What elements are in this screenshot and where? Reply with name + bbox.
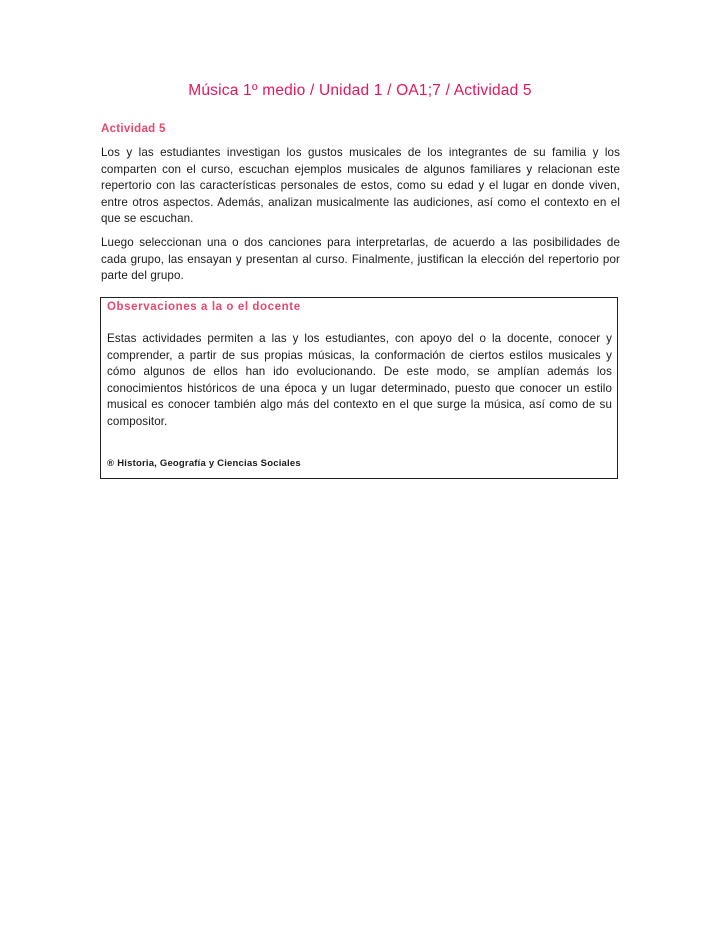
cross-curricular-reference [107, 458, 301, 469]
registered-icon: ® [107, 458, 115, 469]
activity-heading: Actividad 5 [101, 123, 166, 135]
activity-paragraph-2: Luego seleccionan una o dos canciones para interpretarlas, de acuerdo a las posibilidades de cada grupo, las ensayan y presentan al curso. Finalmente, justifican la elección del repertorio por parte del grupo. [101, 236, 620, 283]
teacher-observations-box [100, 297, 618, 479]
observations-text: Estas actividades permiten a las y los estudiantes, con apoyo del o la docente, conocer y comprender, a partir de sus propias músicas, la conformación de ciertos estilos musicales y cómo algunos de ellos han ido evolucionando. De este modo, se amplían además los conocimientos históricos de una época y un lugar determinado, puesto que conocer un estilo musical es conocer también algo más del contexto en el que surge la música, así como de su compositor. [107, 332, 612, 428]
page-title: Música 1º medio / Unidad 1 / OA1;7 / Actividad 5 [188, 82, 532, 99]
reference-subject: Historia, Geografía y Ciencias Sociales [117, 458, 301, 469]
activity-paragraph-1: Los y las estudiantes investigan los gustos musicales de los integrantes de su familia y los comparten con el curso, escuchan ejemplos musicales de algunos familiares y relacionan este repertorio con las características personales de estos, como su edad y el lugar en donde viven, entre otros aspectos. Además, analizan musicalmente las audiciones, así como el contexto en el que se escuchan. [101, 146, 620, 226]
observations-title: Observaciones a la o el docente [107, 301, 301, 313]
